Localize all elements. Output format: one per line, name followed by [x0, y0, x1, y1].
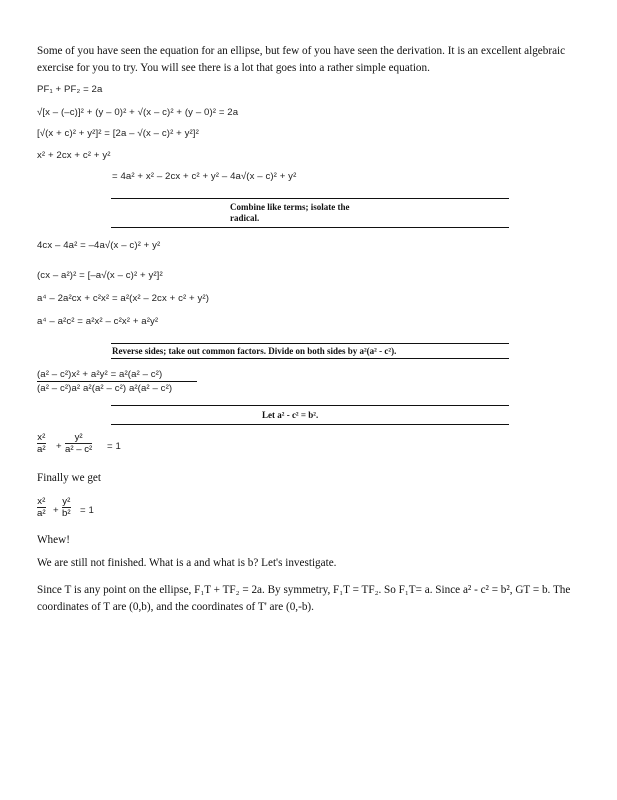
- equation-1: PF₁ + PF₂ = 2a: [37, 84, 103, 95]
- equation-12-equals: = 1: [80, 505, 94, 516]
- numerator: y²: [74, 432, 83, 443]
- numerator: x²: [37, 496, 46, 507]
- fraction-bar: [37, 381, 197, 382]
- note-combine-line2: radical.: [230, 213, 260, 223]
- equation-12-fraction-x: [37, 496, 46, 519]
- intro-paragraph: Some of you have seen the equation for an ellipse, but few of you have seen the derivation. It is an excellent algebraic exercise for you to try. You will see there is a lot that goes into a rather simple equation.: [37, 45, 566, 74]
- separator-rule: [111, 343, 509, 344]
- separator-rule: [111, 198, 509, 199]
- equation-6: 4cx – 4a² = –4a√(x – c)² + y²: [37, 240, 161, 251]
- numerator: x²: [37, 432, 46, 443]
- denominator: a²: [37, 508, 46, 519]
- equation-11-fraction-y: [65, 432, 92, 455]
- equation-11-fraction-x: [37, 432, 46, 455]
- equation-11-equals: = 1: [107, 441, 121, 452]
- denominator: a² – c²: [65, 444, 93, 455]
- equation-8: a⁴ – 2a²cx + c²x² = a²(x² – 2cx + c² + y²): [37, 293, 209, 304]
- denominator: a²: [37, 444, 46, 455]
- numerator: y²: [62, 496, 71, 507]
- conclusion-paragraph: Since T is any point on the ellipse, F₁T + TF₂ = 2a. By symmetry, F₁T = TF₂. So F₁T= a. Since a² - c² = b², GT = b. The coordinates of T are (0,b), and the coordinates of T' are (0,-b).: [37, 584, 571, 613]
- finally-text: Finally we get: [37, 472, 102, 484]
- equation-11-plus: +: [56, 441, 62, 452]
- separator-rule: [111, 358, 509, 359]
- separator-rule: [111, 405, 509, 406]
- note-let-b: Let a² - c² = b².: [262, 410, 319, 420]
- note-combine-line1: Combine like terms; isolate the: [230, 202, 350, 212]
- equation-10-denominator: (a² – c²)a² a²(a² – c²) a²(a² – c²): [37, 383, 173, 394]
- note-reverse-sides: Reverse sides; take out common factors. Divide on both sides by a²(a² - c²).: [112, 346, 397, 356]
- equation-2: √[x – (–c)]² + (y – 0)² + √(x – c)² + (y – 0)² = 2a: [37, 107, 239, 118]
- equation-9: a⁴ – a²c² = a²x² – c²x² + a²y²: [37, 316, 159, 327]
- whew-text: Whew!: [37, 534, 70, 546]
- equation-10-numerator: (a² – c²)x² + a²y² = a²(a² – c²): [37, 369, 163, 380]
- equation-5: = 4a² + x² – 2cx + c² + y² – 4a√(x – c)² + y²: [112, 171, 297, 182]
- equation-12-fraction-y: [62, 496, 71, 519]
- not-finished-text: We are still not finished. What is a and what is b? Let's investigate.: [37, 557, 337, 569]
- denominator: b²: [62, 508, 71, 519]
- equation-12-plus: +: [53, 505, 59, 516]
- equation-7: (cx – a²)² = [–a√(x – c)² + y²]²: [37, 270, 163, 281]
- equation-4: x² + 2cx + c² + y²: [37, 150, 111, 161]
- equation-3: [√(x + c)² + y²]² = [2a – √(x – c)² + y²]²: [37, 128, 199, 139]
- separator-rule: [111, 227, 509, 228]
- separator-rule: [111, 424, 509, 425]
